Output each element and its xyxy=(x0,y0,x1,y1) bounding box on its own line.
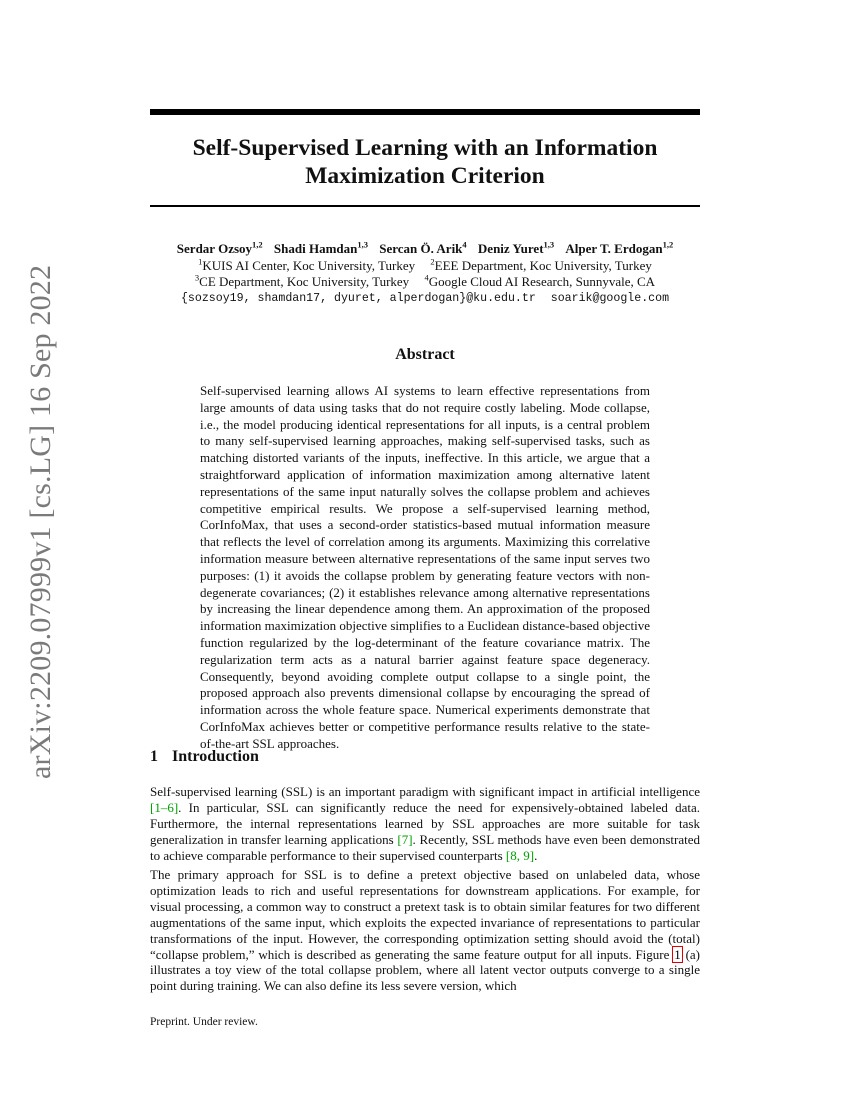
arxiv-identifier: arXiv:2209.07999v1 [cs.LG] 16 Sep 2022 xyxy=(24,264,57,779)
author-affiliation-marks: 4 xyxy=(462,239,467,250)
email-line xyxy=(150,291,700,308)
author-name: Sercan Ö. Arik xyxy=(379,241,463,256)
author-name: Shadi Hamdan xyxy=(273,241,358,256)
paragraph-text: The primary approach for SSL is to define a pretext objective based on unlabeled data, whose optimization leads to rich and useful representations for downstream applications. For example, for visual processing, a common way to construct a pretext task is to obtain similar features for two different augmentations of the same input, which exploits the expected invariance of representations to particular transformations of the input. However, the corresponding optimization setting should avoid the (total) “collapse problem,” which is described as generating the same feature output for all inputs. Figure xyxy=(150,867,700,962)
figure-reference-link[interactable]: 1 xyxy=(674,946,681,962)
author-affiliation-marks: 1,2 xyxy=(252,239,263,250)
section-title: Introduction xyxy=(172,748,259,765)
citation-link[interactable]: [7] xyxy=(397,831,413,847)
citation-link[interactable]: [8, 9] xyxy=(505,847,535,863)
affiliation xyxy=(195,274,409,289)
author-list xyxy=(150,241,700,258)
affiliation-text: EEE Department, Koc University, Turkey xyxy=(434,257,652,273)
affiliation-text: CE Department, Koc University, Turkey xyxy=(199,274,410,289)
title-rule-bottom xyxy=(150,205,700,207)
paragraph-text: Self-supervised learning (SSL) is an important paradigm with significant impact in artificial intelligence xyxy=(150,784,700,799)
author-affiliation-marks: 1,3 xyxy=(357,239,368,250)
author xyxy=(565,241,673,256)
affiliation-mark: 3 xyxy=(194,272,200,283)
affiliation-line xyxy=(150,258,700,275)
intro-paragraph-2 xyxy=(150,867,700,994)
paper-title-line-1: Self-Supervised Learning with an Information xyxy=(192,135,658,161)
section-number: 1 xyxy=(150,748,158,765)
paragraph-text: . Recently, SSL methods have even been demonstrated to achieve comparable performance to their supervised counterparts xyxy=(150,831,700,863)
paragraph-text: . In particular, SSL can significantly reduce the need for expensively-obtained labeled data. Furthermore, the internal representations learned by SSL approaches are more suitable for task generalization in transfer learning applications xyxy=(150,799,700,847)
paragraph-text: . xyxy=(534,847,538,863)
author xyxy=(478,241,554,256)
author-name: Alper T. Erdogan xyxy=(565,241,663,256)
affiliation-line xyxy=(150,274,700,291)
author xyxy=(274,241,368,256)
affiliation-text: Google Cloud AI Research, Sunnyvale, CA xyxy=(428,274,656,289)
paper-title-line-2: Maximization Criterion xyxy=(305,163,545,189)
paragraph-text: (a) illustrates a toy view of the total collapse problem, where all latent vector outputs converge to a single point during training. We can also define its less severe version, which xyxy=(150,946,700,994)
title-rule-top xyxy=(150,109,700,115)
author-block xyxy=(150,241,700,307)
author xyxy=(177,241,263,256)
author-name: Deniz Yuret xyxy=(477,241,544,256)
page-footer: Preprint. Under review. xyxy=(150,1016,258,1028)
section-heading-introduction xyxy=(150,748,259,766)
abstract-text: Self-supervised learning allows AI systems to learn effective representations from large amounts of data using tasks that do not require costly labeling. Mode collapse, i.e., the model producing identical representations for all inputs, is a central problem to many self-supervised learning approaches, making self-supervised tasks, such as matching distorted variants of the inputs, ineffective. In this article, we argue that a straightforward application of information maximization among alternative latent representations of the same input naturally solves the collapse problem and achieves competitive empirical results. We propose a self-supervised learning method, CorInfoMax, that uses a second-order statistics-based mutual information measure that reflects the level of correlation among its arguments. Maximizing this correlative information measure between alternative representations of the same input serves two purposes: (1) it avoids the collapse problem by generating feature vectors with non-degenerate covariances; (2) it establishes relevance among alternative representations by increasing the linear dependence among them. An approximation of the proposed information maximization objective simplifies to a Euclidean distance-based objective function regularized by the log-determinant of the feature covariance matrix. The regularization term acts as a natural barrier against feature space degeneracy. Consequently, beyond avoiding complete output collapse to a single point, the proposed approach also prevents dimensional collapse by encouraging the spread of information across the whole feature space. Numerical experiments demonstrate that CorInfoMax achieves better or competitive performance results relative to the state-of-the-art SSL approaches. xyxy=(200,383,650,751)
intro-paragraph-1 xyxy=(150,784,700,864)
affiliation xyxy=(430,258,651,273)
affiliation-mark: 1 xyxy=(198,256,203,267)
affiliation xyxy=(198,258,415,273)
abstract-heading: Abstract xyxy=(395,346,455,363)
paper-title xyxy=(150,134,700,190)
email-ku[interactable]: {sozsoy19, shamdan17, dyuret, alperdogan}@ku.edu.tr xyxy=(180,291,536,305)
author-affiliation-marks: 1,2 xyxy=(662,239,674,250)
affiliation-text: KUIS AI Center, Koc University, Turkey xyxy=(202,257,416,273)
citation-link[interactable]: [1–6] xyxy=(150,799,179,815)
author-affiliation-marks: 1,3 xyxy=(543,239,555,250)
author xyxy=(379,241,466,256)
author-name: Serdar Ozsoy xyxy=(176,241,253,256)
email-google[interactable]: soarik@google.com xyxy=(550,291,670,305)
affiliation-mark: 2 xyxy=(430,256,435,267)
affiliation-mark: 4 xyxy=(424,272,429,283)
affiliation xyxy=(424,274,655,289)
